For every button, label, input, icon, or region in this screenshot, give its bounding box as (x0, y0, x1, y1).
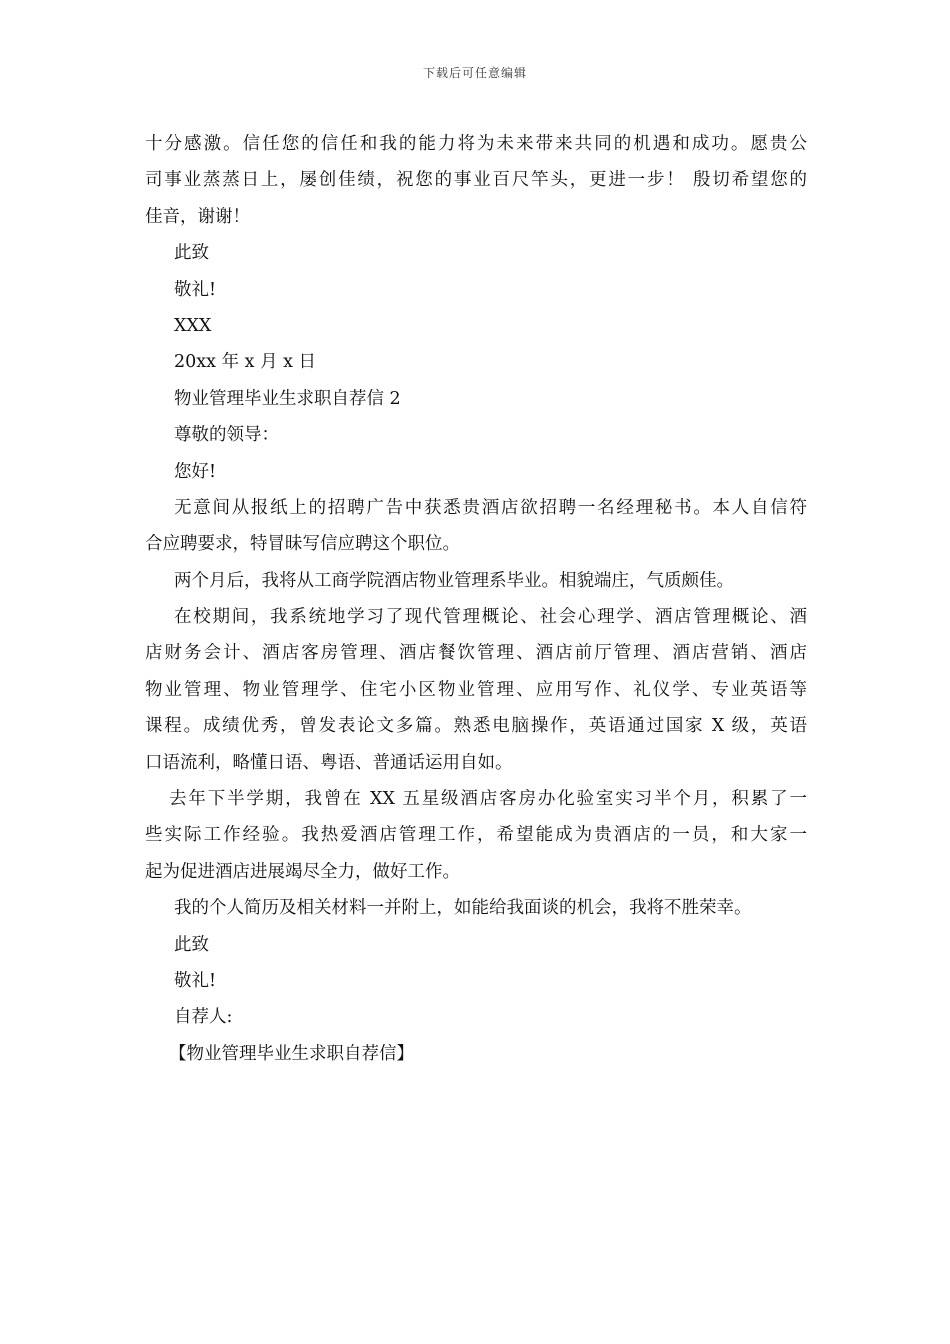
document-footer-title: 【物业管理毕业生求职自荐信】 (169, 1043, 414, 1064)
body-line: 些实际工作经验。我热爱酒店管理工作，希望能成为贵酒店的一员，和大家一 (145, 825, 807, 846)
body-line: 合应聘要求，特冒昧写信应聘这个职位。 (145, 534, 460, 555)
body-line: 我的个人简历及相关材料一并附上，如能给我面谈的机会，我将不胜荣幸。 (174, 898, 752, 919)
document-body (145, 126, 807, 1072)
body-line: 司事业蒸蒸日上，屡创佳绩，祝您的事业百尺竿头，更进一步！ 殷切希望您的 (145, 170, 807, 191)
page-header: 下载后可任意编辑 (422, 66, 527, 80)
closing-regards: 敬礼! (174, 279, 217, 300)
closing-salutation: 此致 (174, 934, 209, 955)
body-line: 物业管理、物业管理学、住宅小区物业管理、应用写作、礼仪学、专业英语等 (145, 679, 807, 700)
body-line: 两个月后，我将从工商学院酒店物业管理系毕业。相貌端庄，气质颇佳。 (174, 570, 734, 591)
signature-label: 自荐人: (174, 1007, 233, 1028)
body-line: 无意间从报纸上的招聘广告中获悉贵酒店欲招聘一名经理秘书。本人自信符 (174, 497, 807, 518)
body-line: 起为促进酒店进展竭尽全力，做好工作。 (145, 861, 460, 882)
greeting: 尊敬的领导： (174, 425, 279, 446)
body-line: 口语流利，略懂日语、粤语、普通话运用自如。 (145, 752, 513, 773)
greeting-hello: 您好! (174, 461, 217, 482)
body-line: 在校期间，我系统地学习了现代管理概论、社会心理学、酒店管理概论、酒 (174, 607, 807, 628)
body-line: 佳音，谢谢！ (145, 206, 250, 227)
body-line: 店财务会计、酒店客房管理、酒店餐饮管理、酒店前厅管理、酒店营销、酒店 (145, 643, 807, 664)
body-line: 去年下半学期，我曾在 XX 五星级酒店客房办化验室实习半个月，积累了一 (169, 789, 807, 810)
closing-regards: 敬礼! (174, 970, 217, 991)
signature-name: XXX (174, 315, 212, 336)
section-title: 物业管理毕业生求职自荐信 2 (174, 388, 401, 409)
closing-salutation: 此致 (174, 243, 209, 264)
body-line: 课程。成绩优秀，曾发表论文多篇。熟悉电脑操作，英语通过国家 X 级，英语 (145, 716, 807, 737)
body-line: 十分感激。信任您的信任和我的能力将为未来带来共同的机遇和成功。愿贵公 (145, 134, 807, 154)
letter-date: 20xx 年 x 月 x 日 (174, 352, 317, 373)
